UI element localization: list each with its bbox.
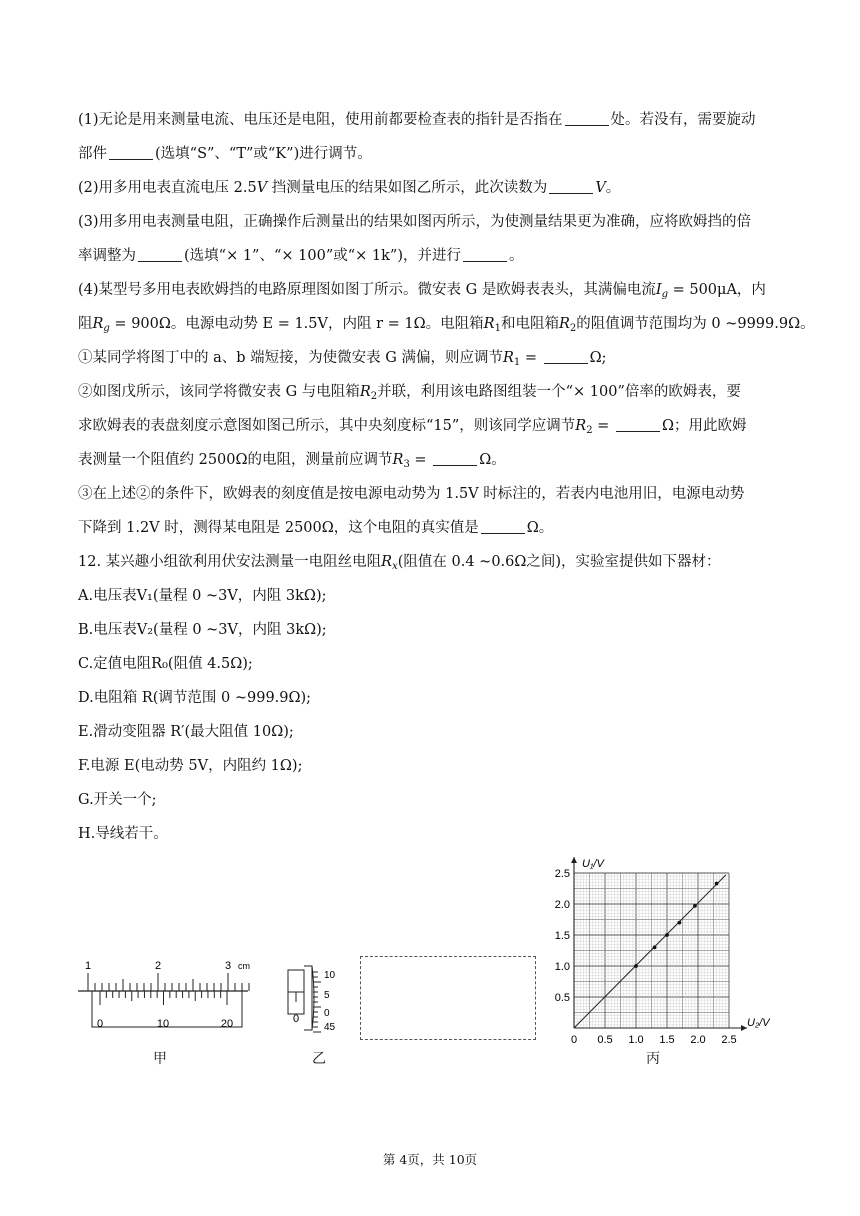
q12-item-b: B.电压表V₂(量程 0 ~3V，内阻 3kΩ); [78,622,327,638]
answer-blank [463,247,507,262]
x-tick-label: 1.5 [659,1034,675,1046]
answer-blank [481,519,525,534]
thimble-label-5: 5 [324,990,330,1001]
vernier-label-20: 20 [220,1018,234,1030]
data-point [678,921,682,925]
x-tick-label: 2.0 [690,1034,706,1046]
y-tick-label: 0.5 [554,992,570,1004]
caption-bing: 丙 [646,1051,660,1067]
x-axis-label: U₂/V [747,1017,770,1029]
thimble-label-10: 10 [324,970,336,981]
y-tick-label: 2.0 [554,899,570,911]
answer-blank [138,247,182,262]
q4-sub1: ①某同学将图丁中的 a、b 端短接，为使微安表 G 满偏，则应调节$R_1 = \Omega$; [78,350,607,368]
figure-bing-chart [548,852,784,1050]
figure-yi-micrometer [282,962,348,1042]
vernier-label-0: 0 [96,1018,104,1030]
caption-yi: 乙 [312,1051,326,1067]
circuit-drawing-box [360,956,536,1040]
q12-item-c: C.定值电阻R₀(阻值 4.5Ω); [78,656,253,672]
unit-label: cm [238,961,250,971]
q4-sub2-line2: 求欧姆表的表盘刻度示意图如图己所示，其中央刻度标“15”，则该同学应调节$R_2 = \Omega$；用此欧姆 [78,418,747,436]
data-point [634,964,638,968]
data-point [693,904,697,908]
x-tick-label: 0 [570,1034,578,1046]
y-axis-label: U₁/V [582,858,604,870]
x-tick-label: 0.5 [597,1034,613,1046]
y-tick-label: 1.0 [554,961,570,973]
q12-item-d: D.电阻箱 R(调节范围 0 ~999.9Ω); [78,690,312,706]
q12-item-a: A.电压表V₁(量程 0 ~3V，内阻 3kΩ); [78,588,327,604]
caption-jia: 甲 [153,1051,167,1067]
answer-blank [109,145,153,160]
q4-sub3-line1: ③在上述②的条件下，欧姆表的刻度值是按电源电动势为 1.5V 时标注的，若表内电池用旧，电源电动势 [78,486,745,502]
q12-item-e: E.滑动变阻器 R′(最大阻值 10Ω); [78,724,294,740]
q4-sub3-line2: 下降到 1.2V 时，测得某电阻是 2500Ω，这个电阻的真实值是 Ω。 [78,520,554,536]
main-label-1: 1 [84,960,92,972]
answer-blank [616,417,660,432]
q4-line1: (4)某型号多用电表欧姆挡的电路原理图如图丁所示。微安表 G 是欧姆表表头，其满偏电流$I_g = 500\mu A$，内 [78,282,766,300]
x-tick-label: 1.0 [628,1034,644,1046]
main-label-2: 2 [154,960,162,972]
q2-line: (2)用多用电表直流电压 2.5V 挡测量电压的结果如图乙所示，此次读数为 V。 [78,180,621,196]
answer-blank [565,111,609,126]
data-point [653,946,657,950]
q4-sub2-line3: 表测量一个阻值约 2500Ω的电阻，测量前应调节$R_3 = \Omega$。 [78,452,506,470]
q12-item-g: G.开关一个; [78,792,157,808]
q12-item-f: F.电源 E(电动势 5V，内阻约 1Ω); [78,758,303,774]
q3-line2: 率调整为 (选填“× 1”、“× 100”或“× 1k”)，并进行 。 [78,248,524,264]
q3-line1: (3)用多用电表测量电阻，正确操作后测量出的结果如图丙所示，为使测量结果更为准确，应将欧姆挡的倍 [78,214,752,230]
vernier-label-10: 10 [156,1018,170,1030]
answer-blank [549,179,593,194]
main-label-3: 3 [224,960,232,972]
data-point [665,933,669,937]
answer-blank [544,349,588,364]
y-tick-label: 1.5 [554,930,570,942]
q12-intro: 12. 某兴趣小组欲利用伏安法测量一电阻丝电阻$R_x$(阻值在 0.4 ~0.6Ω之间)，实验室提供如下器材： [78,554,721,572]
sleeve-label: 0 [292,1013,300,1025]
q4-sub2-line1: ②如图戊所示，该同学将微安表 G 与电阻箱$R_2$并联，利用该电路图组装一个“× 100”倍率的欧姆表，要 [78,384,741,402]
answer-blank [433,451,477,466]
x-tick-label: 2.5 [721,1034,737,1046]
thimble-label-0: 0 [324,1008,330,1019]
q1-line1: (1)无论是用来测量电流、电压还是电阻，使用前都要检查表的指针是否指在 处。若没有，需要旋动 [78,112,756,128]
y-tick-label: 2.5 [554,868,570,880]
q1-line2: 部件 (选填“S”、“T”或“K”)进行调节。 [78,146,372,162]
q12-item-h: H.导线若干。 [78,826,168,842]
y-axis-arrow [571,857,577,863]
figure-jia-vernier [70,955,250,1035]
q4-line2: 阻$R_g = 900\Omega$。电源电动势 E = 1.5V，内阻 r = 1Ω。电阻箱$R_1$和电阻箱$R_2$的阻值调节范围均为 0 ~9999.9Ω。 [78,316,815,334]
page-footer: 第 4页，共 10页 [382,1152,478,1167]
data-point [715,882,719,886]
thimble-label-45: 45 [324,1022,336,1033]
